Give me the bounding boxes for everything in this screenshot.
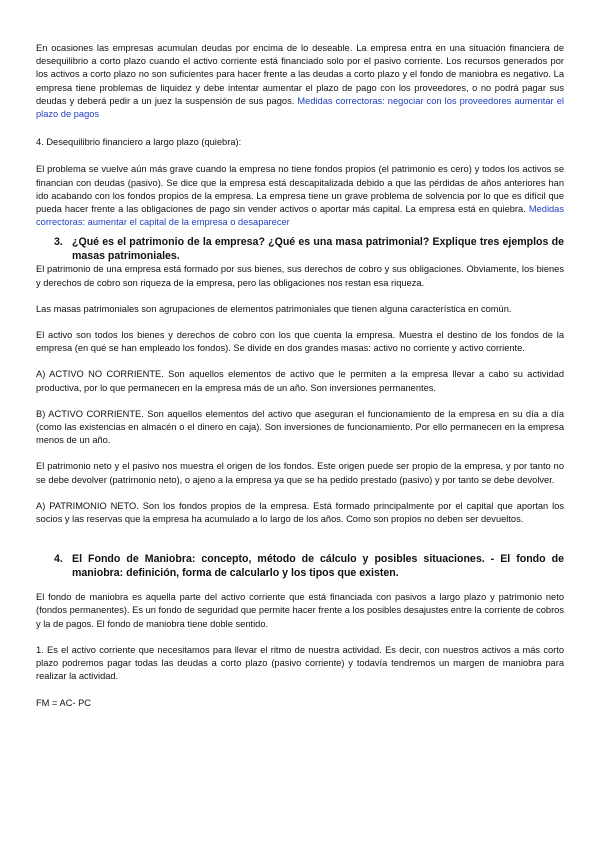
- paragraph-activo: El activo son todos los bienes y derechos de cobro con los que cuenta la empresa. Muestra el destino de los fondos de la empresa (en qué se han empleado los fondos). Se divide en dos grandes masas: activo no corriente y activo corriente.: [36, 330, 564, 354]
- paragraph-text: El problema se vuelve aún más grave cuando la empresa no tiene fondos propios (el patrimonio es cero) y todos los activos se financian con deudas (pasivo). Se dice que la empresa está descapitalizada debido a que las pérdidas de años anteriores han ido acabando con los fondos propios de la empresa. La empresa tiene un grave problema de solvencia por lo que es difícil que pueda hacer frente a las obligaciones de pago sin vender activos o aportar más capital. La empresa está en quiebra.: [36, 164, 564, 215]
- heading-text: ¿Qué es el patrimonio de la empresa? ¿Qué es una masa patrimonial? Explique tres ejemplos de masas patrimoniales.: [72, 236, 564, 262]
- paragraph-bankruptcy: [36, 163, 564, 229]
- corrective-measures-link[interactable]: Medidas correctoras: negociar con los proveedores aumentar el plazo de pagos: [36, 95, 564, 120]
- paragraph-patrimonio-neto-pasivo: El patrimonio neto y el pasivo nos muestra el origen de los fondos. Este origen puede ser propio de la empresa, y por tanto no se debe devolver (patrimonio neto), o ajeno a la empresa ya que se ha pedido prestado (pasivo) y por tanto se debe devolver.: [36, 461, 564, 485]
- paragraph-activo-no-corriente: A) ACTIVO NO CORRIENTE. Son aquellos elementos de activo que le permiten a la empresa llevar a cabo su actividad productiva, por lo que permanecen en la empresa más de un año. Son inversiones permanentes.: [36, 369, 564, 393]
- section-heading-3: [36, 236, 564, 263]
- paragraph-short-term-imbalance: [36, 42, 564, 121]
- corrective-measures-link[interactable]: Medidas correctoras: aumentar el capital de la empresa o desaparecer: [36, 204, 564, 228]
- paragraph-text: En ocasiones las empresas acumulan deudas por encima de lo deseable. La empresa entra en una situación financiera de desequilibrio a corto plazo cuando el activo corriente está financiado solo por el pasivo corriente. Los recursos generados por los activos a corto plazo no son suficientes para hacer frente a las deudas a corto plazo y el fondo de maniobra es negativo. La empresa tiene problemas de liquidez y debe intentar aumentar el plazo de pago con los proveedores, o no podrá pagar sus deudas y deberá pedir a un juez la suspensión de sus pagos.: [36, 43, 564, 106]
- paragraph-fondo-maniobra: El fondo de maniobra es aquella parte del activo corriente que está financiada con pasivos a largo plazo y patrimonio neto (fondos permanentes). Es un fondo de seguridad que permite hacer frente a los posibles desajustes entre la corriente de cobros y la de pagos. El fondo de maniobra tiene doble sentido.: [36, 592, 564, 629]
- heading-number: 3.: [54, 236, 63, 249]
- section-heading-4: [36, 553, 564, 580]
- formula: FM = AC- PC: [36, 697, 92, 708]
- heading-number: 4.: [54, 553, 63, 566]
- heading-text: El Fondo de Maniobra: concepto, método de cálculo y posibles situaciones. - El fondo de maniobra: definición, forma de calcularlo y los tipos que existen.: [72, 553, 564, 579]
- paragraph-fondo-maniobra-sentido-1: 1. Es el activo corriente que necesitamos para llevar el ritmo de nuestra actividad. Es decir, con nuestros activos a más corto plazo podremos pagar todas las deudas a corto plazo (pasivo corriente) y todavía tendremos un margen de maniobra para realizar la actividad.: [36, 644, 564, 682]
- paragraph-patrimonio: El patrimonio de una empresa está formado por sus bienes, sus derechos de cobro y sus obligaciones. Obviamente, los bienes y derechos de cobro son riqueza de la empresa, pero las obligaciones nos restan esa riqueza.: [36, 264, 564, 288]
- paragraph-masas: Las masas patrimoniales son agrupaciones de elementos patrimoniales que tienen alguna característica en común.: [36, 303, 512, 314]
- document-page: [36, 42, 564, 710]
- paragraph-patrimonio-neto: A) PATRIMONIO NETO. Son los fondos propios de la empresa. Está formado principalmente por el capital que aportan los socios y las reservas que la empresa ha acumulado a lo largo de los años. Como son propios no deben ser devueltos.: [36, 500, 564, 525]
- paragraph-activo-corriente: B) ACTIVO CORRIENTE. Son aquellos elementos del activo que aseguran el funcionamiento de la empresa en su día a día (como las existencias en almacén o el dinero en caja). Son inversiones de funcionamiento. Por ello permanecen en la empresa menos de un año.: [36, 408, 564, 446]
- item-4-title: 4. Desequilibrio financiero a largo plazo (quiebra):: [36, 137, 242, 148]
